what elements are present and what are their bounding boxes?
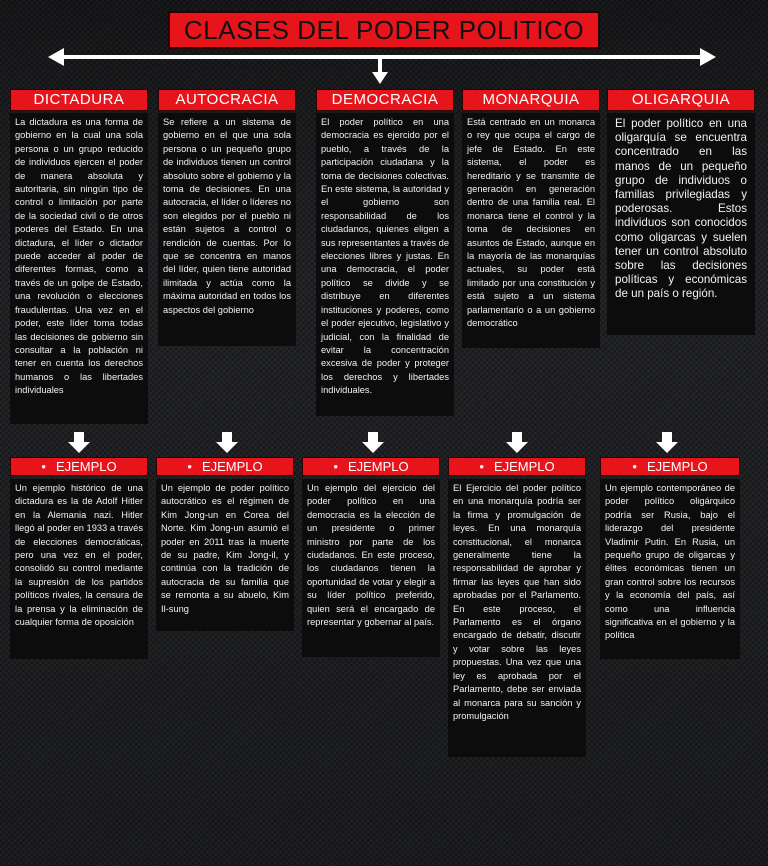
connector-horizontal	[62, 55, 702, 59]
example-label: EJEMPLO	[201, 459, 263, 474]
bullet-icon: •	[187, 459, 192, 474]
arrow-right-icon	[700, 48, 716, 66]
arrow-down-icon	[506, 432, 528, 454]
bullet-icon: •	[479, 459, 484, 474]
example-label: EJEMPLO	[55, 459, 117, 474]
description-autocracia: Se refiere a un sistema de gobierno en el que una sola persona o un pequeño grupo de individuos tienen un control absoluto sobre el gobierno y la toma de decisiones. En una autocracia, el líder o líderes no son elegidos por el pueblo ni están sujetos a control o rendición de cuentas. Por lo que se concentra en manos del líder, quien tiene autoridad ilimitada y actúa como la máxima autoridad en todos los aspectos del gobierno	[158, 113, 296, 346]
example-label: EJEMPLO	[347, 459, 409, 474]
arrow-down-icon	[68, 432, 90, 454]
description-oligarquia: El poder político en una oligarquía se encuentra concentrado en las manos de un pequeño grupo de individuos o familias privilegiadas y poderosas. Estos individuos son conocidos como oligarcas y suelen tener un control absoluto sobre las decisiones políticas y económicas de un país o región.	[607, 113, 755, 335]
header-democracia: DEMOCRACIA	[316, 89, 454, 111]
arrow-left-icon	[48, 48, 64, 66]
bullet-icon: •	[333, 459, 338, 474]
example-header-democracia	[302, 457, 440, 476]
header-oligarquia: OLIGARQUIA	[607, 89, 755, 111]
description-monarquia: Está centrado en un monarca o rey que ocupa el cargo de jefe de Estado. En este sistema, el poder es hereditario y se transmite de generación en generación dentro de una familia real. El monarca tiene el control y la toma de decisiones en asuntos de Estado, aunque en la mayoría de las monarquías actuales, su poder está limitado por una constitución y está sujeto a un sistema parlamentario o a un gobierno democrático	[462, 113, 600, 348]
arrow-down-icon	[216, 432, 238, 454]
example-label: EJEMPLO	[493, 459, 555, 474]
example-header-oligarquia	[600, 457, 740, 476]
arrow-down-icon	[372, 72, 388, 84]
arrow-down-icon	[656, 432, 678, 454]
header-dictadura: DICTADURA	[10, 89, 148, 111]
bullet-icon: •	[41, 459, 46, 474]
example-label: EJEMPLO	[646, 459, 708, 474]
example-header-autocracia	[156, 457, 294, 476]
description-dictadura: La dictadura es una forma de gobierno en la cual una sola persona o un grupo reducido de individuos ejercen el poder de manera absoluta y autoritaria, sin ningún tipo de control o limitación por parte de la sociedad civil o de otros poderes del Estado. En una dictadura, el líder o dictador puede acceder al poder de diferentes formas, como a través de un golpe de Estado, una revolución o elecciones fraudulentas. Una vez en el poder, este líder toma todas las decisiones de gobierno sin consultar a la población ni tener en cuenta los derechos humanos o las libertades individuales	[10, 113, 148, 424]
example-oligarquia: Un ejemplo contemporáneo de poder político oligárquico podría ser Rusia, bajo el liderazgo del presidente Vladimir Putin. En Rusia, un pequeño grupo de oligarcas y élites económicas tienen un gran control sobre los recursos y la economía del país, así como una influencia significativa en el gobierno y la política	[600, 479, 740, 659]
example-header-dictadura	[10, 457, 148, 476]
example-header-monarquia	[448, 457, 586, 476]
header-monarquia: MONARQUIA	[462, 89, 600, 111]
example-democracia: Un ejemplo del ejercicio del poder político en una democracia es la elección de un presidente o primer ministro por parte de los ciudadanos. En este proceso, los ciudadanos tienen la oportunidad de votar y elegir a su líder político preferido, quien será el encargado de representar y gobernar al país.	[302, 479, 440, 657]
page-title: CLASES DEL PODER POLITICO	[168, 11, 600, 49]
header-autocracia: AUTOCRACIA	[158, 89, 296, 111]
example-dictadura: Un ejemplo histórico de una dictadura es la de Adolf Hitler en la Alemania nazi. Hitler llegó al poder en 1933 a través de elecciones democráticas, pero una vez en el poder, consolidó su control mediante la supresión de los partidos políticos rivales, la censura de la prensa y la eliminación de cualquier forma de oposición	[10, 479, 148, 659]
example-monarquia: El Ejercicio del poder político en una monarquía podría ser la firma y promulgación de leyes. En una monarquía constitucional, el monarca generalmente tiene la responsabilidad de aprobar y firmar las leyes que han sido aprobadas por el Parlamento. En este proceso, el Parlamento es el órgano encargado de debatir, discutir y votar sobre las leyes propuestas. Una vez que una ley es aprobada por el Parlamento, debe ser enviada al monarca para su sanción y promulgación	[448, 479, 586, 757]
bullet-icon: •	[632, 459, 637, 474]
arrow-down-icon	[362, 432, 384, 454]
description-democracia: El poder político en una democracia es ejercido por el pueblo, a través de la participación ciudadana y la toma de decisiones colectivas. En este sistema, la autoridad y el gobierno son responsabilidad de los ciudadanos, quienes eligen a sus representantes a través de elecciones libres y justas. En una democracia, el poder político se divide y se distribuye en diferentes instituciones y poderes, como el poder ejecutivo, legislativo y judicial, con la finalidad de evitar la concentración excesiva de poder y proteger los derechos y libertades individuales.	[316, 113, 454, 416]
example-autocracia: Un ejemplo de poder político autocrático es el régimen de Kim Jong-un en Corea del Norte. Kim Jong-un asumió el poder en 2011 tras la muerte de su padre, Kim Jong-il, y continúa con la tradición de autocracia de su familia que se remonta a su abuelo, Kim Il-sung	[156, 479, 294, 631]
